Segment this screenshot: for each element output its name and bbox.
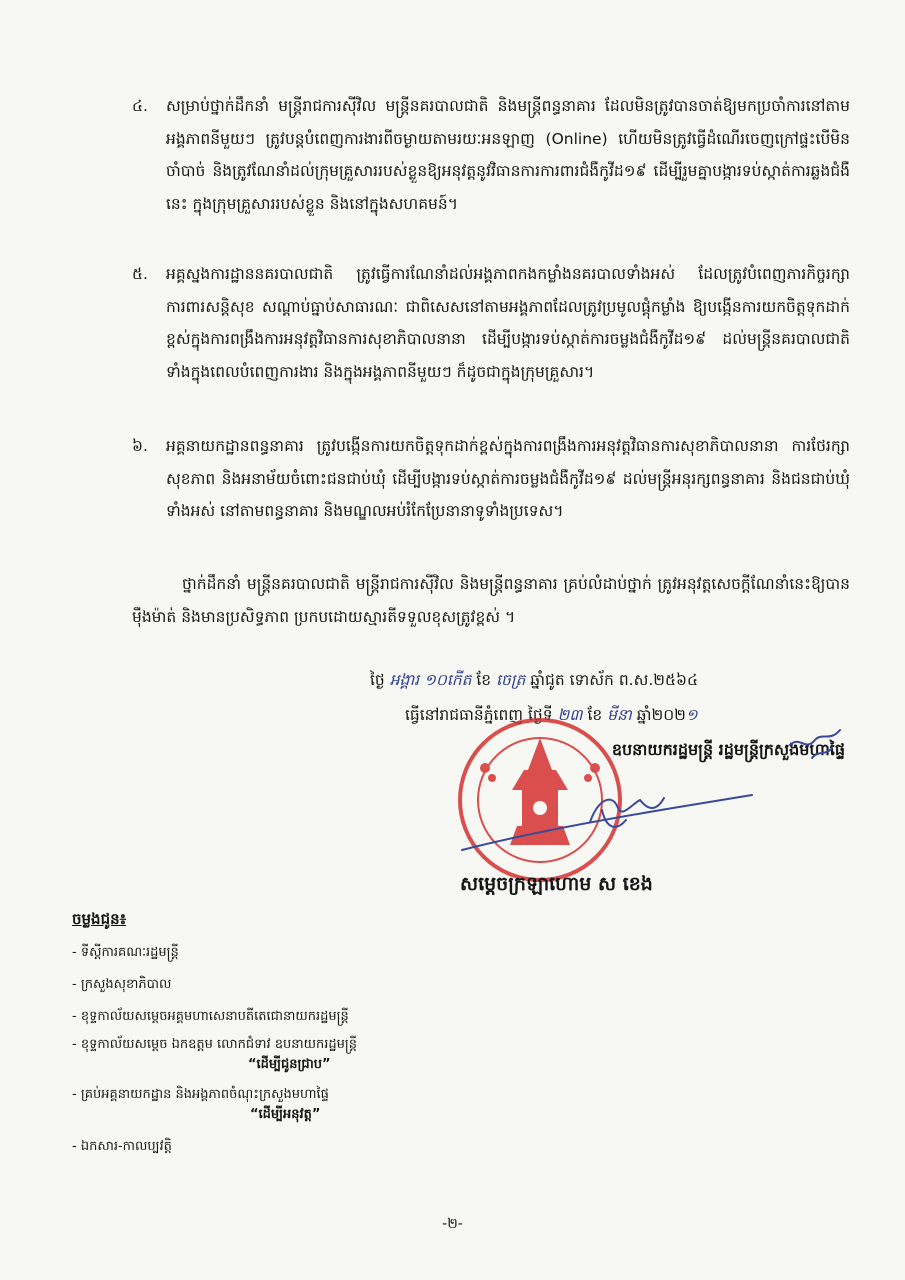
handwritten-month: ចេត្រ	[496, 671, 526, 689]
copy-note: “ដើម្បីអនុវត្ត”	[250, 1107, 321, 1122]
handwritten-day: អង្គារ ១០កើត	[389, 671, 472, 689]
copy-note: “ដើម្បីជូនជ្រាប”	[248, 1057, 331, 1072]
copies-title: ចម្លងជូន៖	[72, 910, 127, 928]
item-number: ៦.	[132, 437, 148, 455]
signer-name: សម្តេចក្រឡាហោម ស ខេង	[460, 873, 653, 895]
closing-paragraph: ថ្នាក់ដឹកនាំ មន្ត្រីនគរបាលជាតិ មន្ត្រីរាជការស៊ីវិល និងមន្ត្រីពន្ធនាគារ គ្រប់លំដាប់ថ្នាក់ ត្រូវអនុវត្តសេចក្តីណែនាំនេះឱ្យបានម៉ឺងម៉ាត់ និងមានប្រសិទ្ធភាព ប្រកបដោយស្មារតីទទួលខុសត្រូវខ្ពស់ ។	[132, 575, 850, 626]
solar-date-line: ធ្វើនៅរាជធានីភ្នំពេញ ថ្ងៃទី ២៣ ខែ មីនា ឆ្នាំ២០២១	[405, 706, 698, 724]
item-text: សម្រាប់ថ្នាក់ដឹកនាំ មន្ត្រីរាជការស៊ីវិល មន្ត្រីនគរបាលជាតិ និងមន្ត្រីពន្ធនាគារ ដែលមិនត្រូវបានចាត់ឱ្យមកប្រចាំការនៅតាមអង្គភាពនីមួយៗ ត្រូវបន្តបំពេញការងារពីចម្ងាយតាមរយៈអនឡាញ (Online) ហើយមិនត្រូវធ្វើដំណើរចេញក្រៅផ្ទះបើមិនចាំបាច់ និងត្រូវណែនាំដល់ក្រុមគ្រួសាររបស់ខ្លួនឱ្យអនុវត្តនូវវិធានការការពារជំងឺកូវីដ១៩ ដើម្បីរួមគ្នាបង្ការទប់ស្កាត់ការឆ្លងជំងឺនេះ ក្នុងក្រុមគ្រួសាររបស់ខ្លួន និងនៅក្នុងសហគមន៍។	[166, 97, 850, 213]
copy-recipient: - ទីស្តីការគណៈរដ្ឋមន្ត្រី	[72, 945, 179, 960]
official-seal-icon	[460, 720, 620, 880]
signature-title: ឧបនាយករដ្ឋមន្ត្រី រដ្ឋមន្ត្រីក្រសួងមហាផ្ទៃ	[611, 740, 845, 759]
page-number: -២-	[442, 1216, 463, 1232]
lunar-date-line: ថ្ងៃ អង្គារ ១០កើត ខែ ចេត្រ ឆ្នាំជូត ទោស័ក ព.ស.២៥៦៤	[370, 671, 698, 689]
handwritten-month: មីនា	[607, 706, 632, 724]
item-text: អគ្គនាយកដ្ឋានពន្ធនាគារ ត្រូវបង្កើនការយកចិត្តទុកដាក់ខ្ពស់ក្នុងការពង្រឹងការអនុវត្តវិធានការសុខាភិបាលនានា ការថែរក្សាសុខភាព និងអនាម័យចំពោះជនជាប់ឃុំ ដើម្បីបង្ការទប់ស្កាត់ការចម្លងជំងឺកូវីដ១៩ ដល់មន្ត្រីអនុរក្សពន្ធនាគារ និងជនជាប់ឃុំទាំងអស់ នៅតាមពន្ធនាគារ និងមណ្ឌលអប់រំកែប្រែនានាទូទាំងប្រទេស។	[166, 437, 850, 520]
handwritten-day: ២៣	[557, 706, 583, 724]
item-number: ៤.	[132, 97, 148, 115]
copy-recipient: - គ្រប់អគ្គនាយកដ្ឋាន និងអង្គភាពចំណុះក្រសួងមហាផ្ទៃ	[72, 1087, 329, 1102]
copy-recipient: - ឯកសារ-កាលប្បវត្តិ	[72, 1139, 172, 1154]
copy-recipient: - ខុទ្ទកាល័យសម្តេចអគ្គមហាសេនាបតីតេជោនាយករដ្ឋមន្ត្រី	[72, 1009, 349, 1024]
copy-recipient: - ខុទ្ទកាល័យសម្តេច ឯកឧត្តម លោកជំទាវ ឧបនាយករដ្ឋមន្ត្រី	[72, 1037, 358, 1052]
item-text: អគ្គស្នងការដ្ឋាននគរបាលជាតិ ត្រូវធ្វើការណែនាំដល់អង្គភាពកងកម្លាំងនគរបាលទាំងអស់ ដែលត្រូវបំពេញភារកិច្ចរក្សាការពារសន្តិសុខ សណ្តាប់ធ្នាប់សាធារណៈ ជាពិសេសនៅតាមអង្គភាពដែលត្រូវប្រមូលផ្តុំកម្លាំង ឱ្យបង្កើនការយកចិត្តទុកដាក់ខ្ពស់ក្នុងការពង្រឹងការអនុវត្តវិធានការសុខាភិបាលនានា ដើម្បីបង្ការទប់ស្កាត់ការចម្លងជំងឺកូវីដ១៩ ដល់មន្ត្រីនគរបាលជាតិ ទាំងក្នុងពេលបំពេញការងារ និងក្នុងអង្គភាពនីមួយៗ ក៏ដូចជាក្នុងក្រុមគ្រួសារ។	[166, 265, 850, 381]
copy-recipient: - ក្រសួងសុខាភិបាល	[72, 977, 172, 992]
item-number: ៥.	[132, 265, 148, 283]
handwritten-year: ១	[685, 706, 698, 724]
